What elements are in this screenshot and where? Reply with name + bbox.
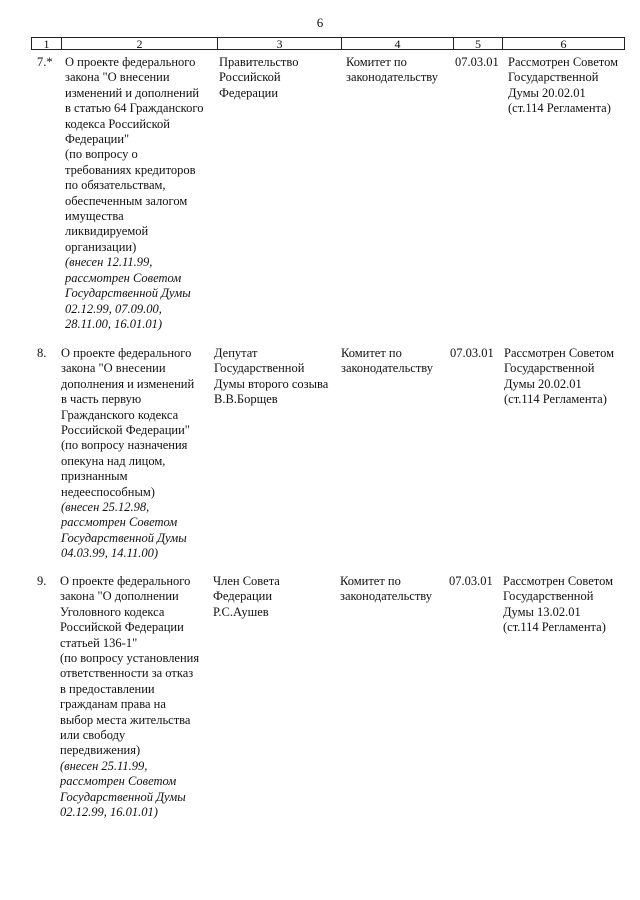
bill-title-line: ответственности за отказ (60, 666, 194, 681)
result-line: Рассмотрен Советом (508, 55, 619, 69)
committee-line: законодательству (346, 70, 439, 85)
bill-history-note-line: рассмотрен Советом (65, 270, 182, 285)
column-header-4: 4 (342, 38, 454, 50)
consideration-date: 07.03.01 (449, 574, 493, 588)
bill-title-line: (по вопросу о (65, 147, 138, 162)
bill-title-line: требованиях кредиторов (65, 162, 196, 177)
consideration-result (508, 55, 628, 117)
consideration-date: 07.03.01 (455, 55, 499, 69)
bill-author-line: В.В.Борщев (214, 392, 278, 407)
bill-title-line: закона "О внесении (65, 70, 170, 85)
bill-title-line: Российской Федерации" (61, 423, 190, 438)
bill-history-note-line: Государственной Думы (65, 286, 191, 301)
result-line: Государственной (503, 589, 594, 604)
consideration-date: 07.03.01 (450, 346, 494, 360)
bill-author-line: Член Совета (213, 574, 280, 588)
bill-title-line: Гражданского кодекса (61, 407, 179, 422)
bill-history-note-line: (внесен 12.11.99, (65, 255, 153, 270)
bill-title-line: статьей 136-1" (60, 635, 138, 650)
column-header-row (32, 38, 625, 50)
result-line: Государственной (504, 361, 595, 376)
bill-title-line: Российской Федерации (60, 620, 184, 635)
bill-author-line: Федерации (213, 589, 273, 604)
bill-title-line: обеспеченным залогом (65, 193, 188, 208)
bill-history-note-line: (внесен 25.12.98, (61, 500, 150, 515)
bill-title-line: Уголовного кодекса (60, 604, 165, 619)
bill-title-line: Федерации" (65, 132, 130, 147)
column-header-5: 5 (454, 38, 503, 50)
bill-history-note-line: рассмотрен Советом (61, 515, 178, 530)
bill-author-line: Правительство (219, 55, 299, 69)
result-line: (ст.114 Регламента) (508, 101, 611, 116)
column-header-6: 6 (503, 38, 625, 50)
result-line: Думы 13.02.01 (503, 604, 581, 619)
result-line: Государственной (508, 70, 599, 85)
column-header-1: 1 (32, 38, 62, 50)
bill-title (60, 574, 215, 821)
column-header-2: 2 (62, 38, 218, 50)
bill-title-line: ликвидируемой (65, 224, 149, 239)
consideration-result (504, 346, 624, 408)
bill-title-line: в предоставлении (60, 681, 155, 696)
row-number: 7.* (37, 55, 53, 69)
row-number: 8. (37, 346, 47, 360)
committee-line: законодательству (340, 589, 433, 604)
bill-history-note-line: 02.12.99, 16.01.01) (60, 805, 158, 820)
result-line: Думы 20.02.01 (508, 85, 586, 100)
responsible-committee (341, 346, 446, 377)
bill-history-note-line: 02.12.99, 07.09.00, (65, 301, 162, 316)
bill-author-line: Российской (219, 70, 281, 85)
bill-title-line: организации) (65, 239, 137, 254)
bill-title-line: или свободу (60, 728, 126, 743)
bill-history-note-line: 04.03.99, 14.11.00) (61, 546, 158, 561)
bill-title-line: признанным (61, 469, 128, 484)
bill-title-line: (по вопросу установления (60, 651, 200, 666)
row-number: 9. (37, 574, 47, 588)
bill-title-line: дополнения и изменений (61, 376, 195, 391)
result-line: (ст.114 Регламента) (503, 620, 606, 635)
bill-title-line: О проекте федерального (65, 55, 196, 69)
committee-line: Комитет по (346, 55, 407, 69)
bill-author-line: Р.С.Аушев (213, 604, 269, 619)
result-line: Рассмотрен Советом (504, 346, 615, 360)
bill-title-line: гражданам права на (60, 697, 166, 712)
bill-title (65, 55, 220, 332)
bill-author-line: Федерации (219, 85, 279, 100)
bill-author (213, 574, 338, 620)
bill-history-note-line: 28.11.00, 16.01.01) (65, 316, 162, 331)
bill-title-line: закона "О дополнении (60, 589, 179, 604)
page-number: 6 (316, 15, 324, 30)
bill-title-line: по обязательствам, (65, 178, 166, 193)
bill-title-line: выбор места жительства (60, 712, 191, 727)
committee-line: Комитет по (340, 574, 401, 588)
bill-title-line: в статью 64 Гражданского (65, 101, 204, 116)
column-header-table (31, 37, 625, 50)
responsible-committee (346, 55, 451, 86)
bill-title-line: кодекса Российской (65, 116, 170, 131)
bill-title-line: закона "О внесении (61, 361, 166, 376)
consideration-result (503, 574, 623, 636)
bill-author-line: Государственной (214, 361, 305, 376)
bill-author-line: Думы второго созыва (214, 376, 329, 391)
bill-author (214, 346, 339, 408)
bill-history-note-line: Государственной Думы (60, 789, 186, 804)
bill-history-note-line: (внесен 25.11.99, (60, 758, 148, 773)
committee-line: Комитет по (341, 346, 402, 360)
result-line: Думы 20.02.01 (504, 376, 582, 391)
bill-title-line: О проекте федерального (61, 346, 192, 360)
bill-title-line: О проекте федерального (60, 574, 191, 588)
responsible-committee (340, 574, 445, 605)
bill-title-line: в часть первую (61, 392, 142, 407)
column-header-3: 3 (218, 38, 342, 50)
bill-title-line: передвижения) (60, 743, 141, 758)
bill-title-line: недееспособным) (61, 484, 155, 499)
bill-history-note-line: Государственной Думы (61, 530, 187, 545)
bill-title-line: (по вопросу назначения (61, 438, 188, 453)
bill-title-line: имущества (65, 209, 124, 224)
result-line: (ст.114 Регламента) (504, 392, 607, 407)
bill-author (219, 55, 344, 101)
committee-line: законодательству (341, 361, 434, 376)
bill-author-line: Депутат (214, 346, 258, 360)
bill-title-line: изменений и дополнений (65, 85, 200, 100)
bill-title-line: опекуна над лицом, (61, 453, 166, 468)
bill-title (61, 346, 216, 562)
result-line: Рассмотрен Советом (503, 574, 614, 588)
bill-history-note-line: рассмотрен Советом (60, 774, 177, 789)
